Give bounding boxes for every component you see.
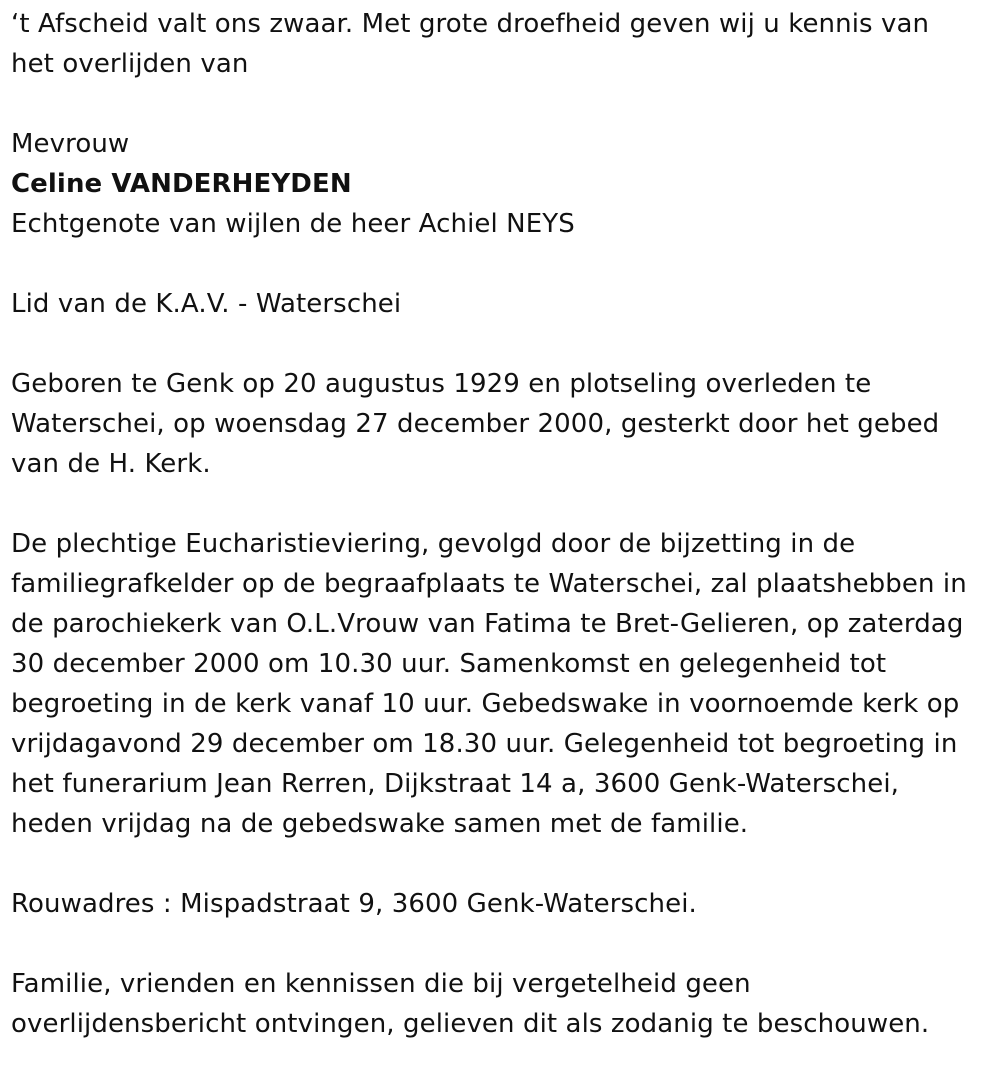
spacer [11, 484, 991, 524]
spouse-line: Echtgenote van wijlen de heer Achiel NEYS [11, 209, 575, 239]
spacer [11, 244, 991, 284]
paragraph-line: van de H. Kerk. [11, 449, 211, 479]
spacer [11, 84, 991, 124]
spacer [11, 844, 991, 884]
paragraph-line: overlijdensbericht ontvingen, gelieven dit als zodanig te beschouwen. [11, 1009, 930, 1039]
intro-paragraph [11, 4, 991, 84]
paragraph-line: De plechtige Eucharistieviering, gevolgd door de bijzetting in de [11, 529, 856, 559]
mourning-address: Rouwadres : Mispadstraat 9, 3600 Genk-Waterschei. [11, 889, 697, 919]
paragraph-line: Waterschei, op woensdag 27 december 2000, gesterkt door het gebed [11, 409, 940, 439]
birth-death-paragraph [11, 364, 991, 484]
paragraph-line: familiegrafkelder op de begraafplaats te Waterschei, zal plaatshebben in [11, 569, 967, 599]
paragraph-line: de parochiekerk van O.L.Vrouw van Fatima te Bret-Gelieren, op zaterdag [11, 609, 964, 639]
obituary-document [11, 4, 991, 1044]
paragraph-line: Geboren te Genk op 20 augustus 1929 en plotseling overleden te [11, 369, 872, 399]
closing-paragraph [11, 964, 991, 1044]
paragraph-line: vrijdagavond 29 december om 18.30 uur. Gelegenheid tot begroeting in [11, 729, 958, 759]
paragraph-line: Familie, vrienden en kennissen die bij vergetelheid geen [11, 969, 751, 999]
intro-line: het overlijden van [11, 49, 249, 79]
spacer [11, 324, 991, 364]
membership-line: Lid van de K.A.V. - Waterschei [11, 289, 402, 319]
paragraph-line: begroeting in de kerk vanaf 10 uur. Gebedswake in voornoemde kerk op [11, 689, 960, 719]
intro-line: ‘t Afscheid valt ons zwaar. Met grote droefheid geven wij u kennis van [11, 9, 930, 39]
paragraph-line: het funerarium Jean Rerren, Dijkstraat 14 a, 3600 Genk-Waterschei, [11, 769, 900, 799]
spacer [11, 924, 991, 964]
paragraph-line: heden vrijdag na de gebedswake samen met de familie. [11, 809, 749, 839]
paragraph-line: 30 december 2000 om 10.30 uur. Samenkomst en gelegenheid tot [11, 649, 887, 679]
honorific-title: Mevrouw [11, 129, 130, 159]
ceremony-paragraph [11, 524, 991, 844]
deceased-name: Celine VANDERHEYDEN [11, 169, 352, 199]
